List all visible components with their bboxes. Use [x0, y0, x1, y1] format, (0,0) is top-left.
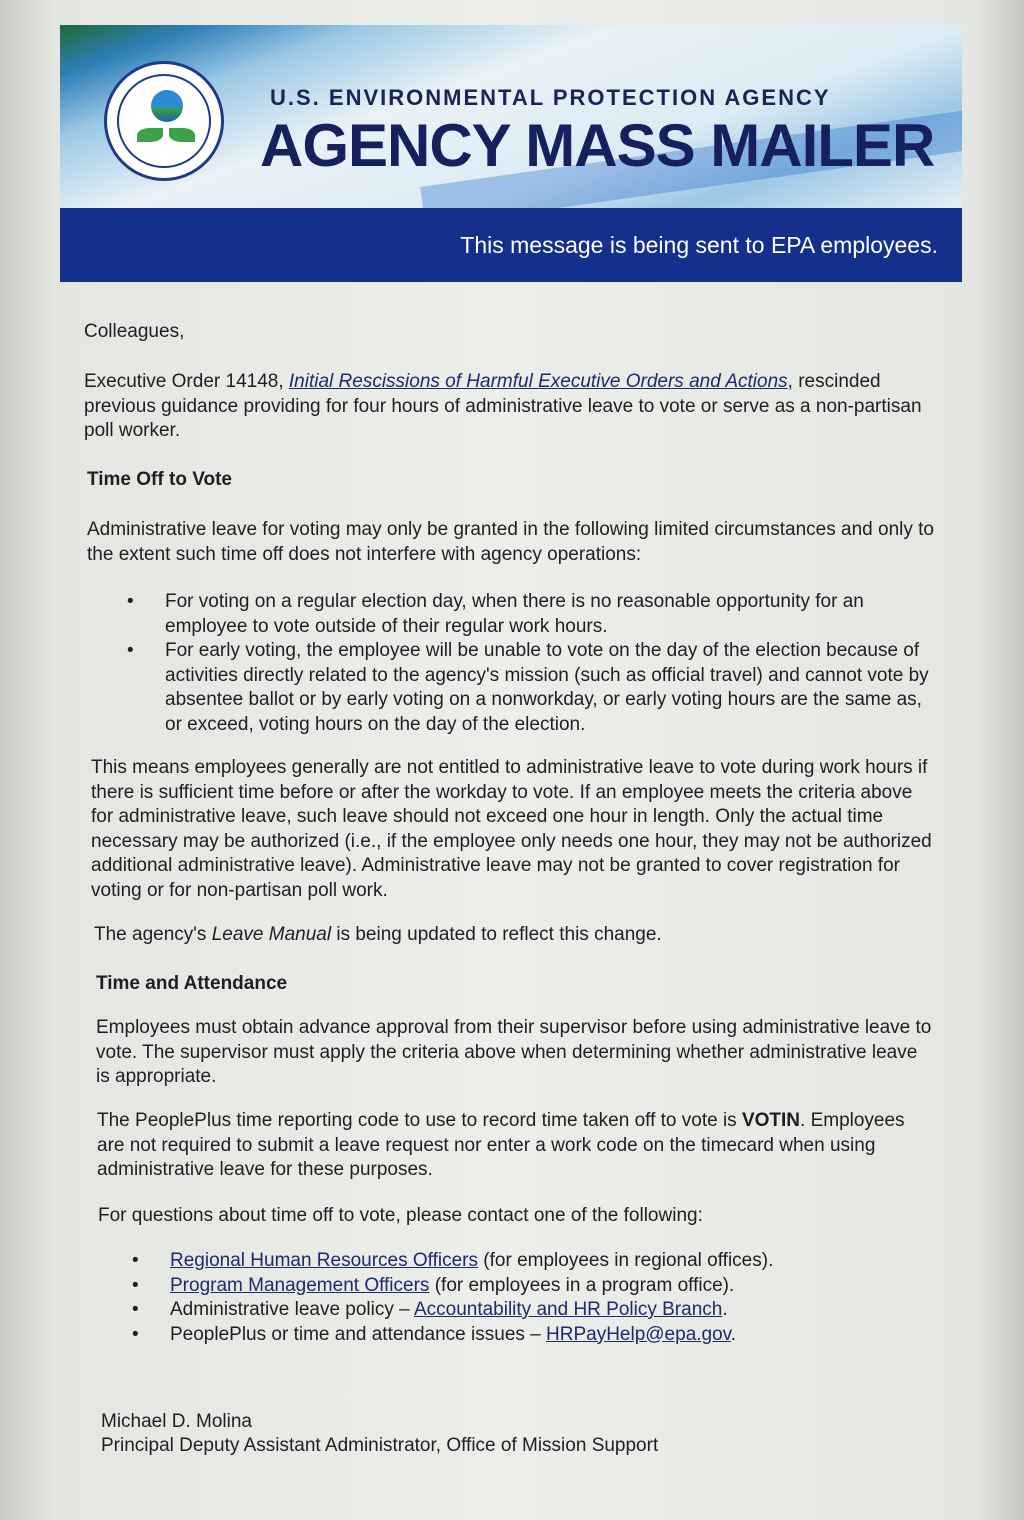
- epa-seal-logo: [104, 61, 224, 181]
- text: (for employees in regional offices).: [478, 1250, 774, 1271]
- list-item: [95, 1298, 950, 1323]
- text: .: [722, 1299, 728, 1320]
- text: (for employees in a program office).: [429, 1274, 735, 1296]
- eo-paragraph: [84, 370, 939, 444]
- text: Executive Order 14148,: [84, 371, 289, 392]
- list-item: [95, 1249, 950, 1274]
- text: PeoplePlus or time and attendance issues –: [170, 1323, 547, 1345]
- text: Administrative leave policy –: [170, 1299, 414, 1320]
- text: The agency's: [94, 924, 212, 945]
- text: , rescinded previous guidance providing for four hours of administrative leave to vote or serve as a non-partisan poll worker.: [84, 371, 922, 441]
- banner-title: AGENCY MASS MAILER: [260, 112, 935, 179]
- notice-bar: [60, 208, 962, 282]
- signature-name: Michael D. Molina: [101, 1411, 252, 1432]
- list-item: [95, 1323, 950, 1348]
- paragraph: Employees must obtain advance approval from their supervisor before using administrative leave to vote. The supervisor must apply the criteria above when determining whether administrative leave is appropriate.: [96, 1017, 932, 1087]
- text: . Employees are not required to submit a leave request nor enter a work code on the timecard when using administrative leave for these purposes.: [97, 1110, 905, 1180]
- agency-name: U.S. ENVIRONMENTAL PROTECTION AGENCY: [270, 85, 831, 110]
- code-paragraph: [97, 1109, 937, 1183]
- heading-time-and-attendance: Time and Attendance: [96, 973, 288, 994]
- greeting: Colleagues,: [84, 321, 185, 342]
- regional-hr-officers-link[interactable]: Regional Human Resources Officers: [170, 1250, 479, 1271]
- text: .: [730, 1323, 737, 1345]
- list-item: • For voting on a regular election day, when there is no reasonable opportunity for an employee to vote outside of their regular work hours.: [90, 590, 938, 639]
- contacts-list: [95, 1249, 950, 1347]
- heading-time-off-to-vote: Time Off to Vote: [87, 469, 232, 490]
- program-management-officers-link[interactable]: Program Management Officers: [170, 1274, 430, 1296]
- list-item: • For early voting, the employee will be unable to vote on the day of the election because of activities directly related to the agency's mission (such as official travel) and cannot vote by absentee ballot or by early voting on a nonworkday, or early voting hours are the same as, or exceed, voting hours on the day of the election.: [90, 639, 938, 737]
- text: is being updated to reflect this change.: [331, 924, 662, 945]
- text: The PeoplePlus time reporting code to use to record time taken off to vote is: [97, 1110, 742, 1131]
- time-code: VOTIN: [741, 1110, 801, 1131]
- paragraph: This means employees generally are not entitled to administrative leave to vote during work hours if there is sufficient time before or after the workday to vote. If an employee meets the criteria above for administrative leave, such leave should not exceed one hour in length. Only the actual time necessary may be authorized (i.e., if the employee only needs one hour, they may not be authorized additional administrative leave). Administrative leave may not be granted to cover registration for voting or for non-partisan poll work.: [91, 757, 932, 901]
- leave-manual-title: Leave Manual: [211, 924, 332, 945]
- hrpayhelp-email-link[interactable]: HRPayHelp@epa.gov: [546, 1323, 731, 1345]
- questions-text: For questions about time off to vote, please contact one of the following:: [98, 1205, 703, 1226]
- signature-title: Principal Deputy Assistant Administrator, Office of Mission Support: [101, 1435, 659, 1456]
- executive-order-link[interactable]: Initial Rescissions of Harmful Executive Orders and Actions: [288, 371, 788, 392]
- hr-policy-branch-link[interactable]: Accountability and HR Policy Branch: [413, 1299, 723, 1320]
- notice-text: This message is being sent to EPA employees.: [460, 232, 938, 258]
- criteria-list: [90, 590, 938, 737]
- list-item: [95, 1274, 950, 1299]
- paragraph: Administrative leave for voting may only be granted in the following limited circumstances and only to the extent such time off does not interfere with agency operations:: [87, 519, 934, 565]
- mass-mailer-banner: [60, 25, 962, 209]
- leave-manual-paragraph: [94, 923, 949, 948]
